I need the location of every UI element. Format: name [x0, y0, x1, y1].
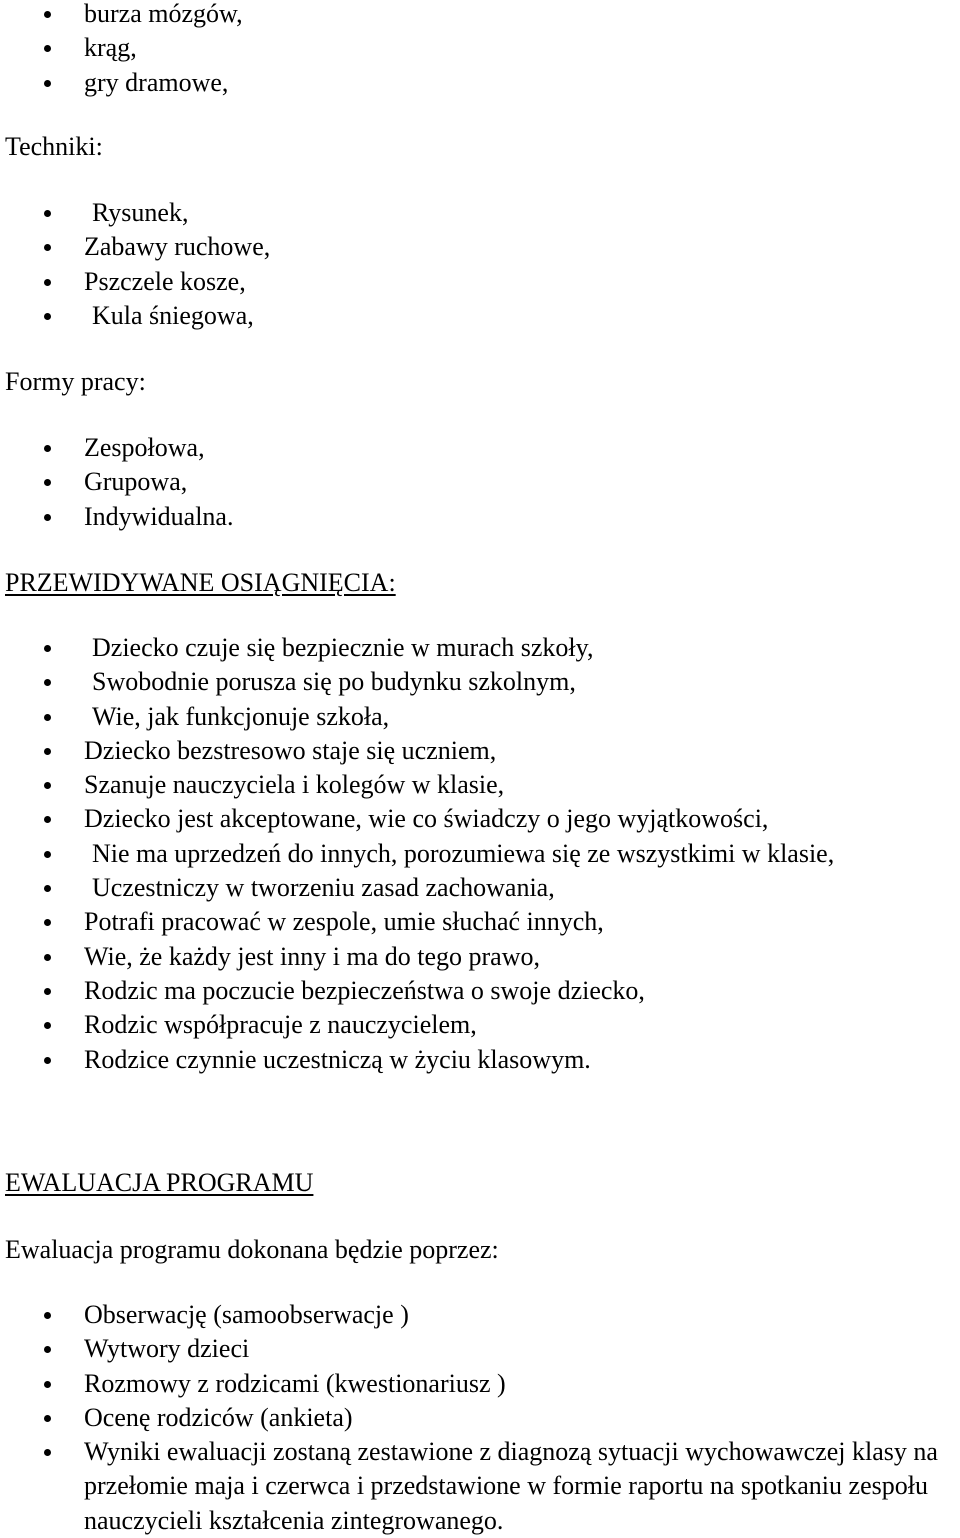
bullet-icon: [44, 885, 51, 892]
bullet-icon: [44, 514, 51, 521]
bullet-icon: [44, 11, 51, 18]
bullet-icon: [44, 210, 51, 217]
evaluation-intro: Ewaluacja programu dokonana będzie poprzez:: [5, 1235, 499, 1264]
bullet-icon: [44, 1415, 51, 1422]
list-item: Grupowa,: [0, 465, 960, 499]
bullet-icon: [44, 1381, 51, 1388]
list-item: Wie, że każdy jest inny i ma do tego prawo,: [0, 940, 960, 974]
list-item: Wie, jak funkcjonuje szkoła,: [0, 700, 960, 734]
bullet-icon: [44, 1022, 51, 1029]
techniques-list: [0, 196, 960, 333]
list-item: Kula śniegowa,: [0, 299, 960, 333]
list-item: krąg,: [0, 31, 960, 65]
bullet-icon: [44, 748, 51, 755]
bullet-icon: [44, 851, 51, 858]
bullet-icon: [44, 954, 51, 961]
bullet-icon: [44, 279, 51, 286]
methods-list: [0, 0, 960, 100]
list-item: Swobodnie porusza się po budynku szkolnym,: [0, 665, 960, 699]
list-item: Rozmowy z rodzicami (kwestionariusz ): [0, 1367, 960, 1401]
bullet-icon: [44, 1057, 51, 1064]
evaluation-list: [0, 1298, 960, 1538]
bullet-icon: [44, 816, 51, 823]
list-item: Uczestniczy w tworzeniu zasad zachowania,: [0, 871, 960, 905]
list-item: Rodzic ma poczucie bezpieczeństwa o swoje dziecko,: [0, 974, 960, 1008]
bullet-icon: [44, 782, 51, 789]
work-forms-label: Formy pracy:: [5, 367, 146, 396]
bullet-icon: [44, 244, 51, 251]
bullet-icon: [44, 714, 51, 721]
evaluation-heading: EWALUACJA PROGRAMU: [5, 1168, 314, 1197]
list-item: Dziecko bezstresowo staje się uczniem,: [0, 734, 960, 768]
list-item: Dziecko jest akceptowane, wie co świadczy o jego wyjątkowości,: [0, 802, 960, 836]
list-item: Obserwację (samoobserwacje ): [0, 1298, 960, 1332]
techniques-label: Techniki:: [5, 132, 103, 161]
bullet-icon: [44, 45, 51, 52]
list-item: Zespołowa,: [0, 431, 960, 465]
bullet-icon: [44, 988, 51, 995]
bullet-icon: [44, 80, 51, 87]
list-item: Potrafi pracować w zespole, umie słuchać innych,: [0, 905, 960, 939]
list-item: Indywidualna.: [0, 500, 960, 534]
list-item: Szanuje nauczyciela i kolegów w klasie,: [0, 768, 960, 802]
list-item: Rodzic współpracuje z nauczycielem,: [0, 1008, 960, 1042]
achievements-heading: PRZEWIDYWANE OSIĄGNIĘCIA:: [5, 568, 396, 597]
list-item: Zabawy ruchowe,: [0, 230, 960, 264]
bullet-icon: [44, 445, 51, 452]
list-item: Pszczele kosze,: [0, 265, 960, 299]
bullet-icon: [44, 645, 51, 652]
list-item: burza mózgów,: [0, 0, 960, 31]
list-item: Dziecko czuje się bezpiecznie w murach szkoły,: [0, 631, 960, 665]
list-item: Ocenę rodziców (ankieta): [0, 1401, 960, 1435]
bullet-icon: [44, 313, 51, 320]
bullet-icon: [44, 679, 51, 686]
list-item: gry dramowe,: [0, 66, 960, 100]
list-item: Rodzice czynnie uczestniczą w życiu klasowym.: [0, 1043, 960, 1077]
list-item: Nie ma uprzedzeń do innych, porozumiewa się ze wszystkimi w klasie,: [0, 837, 960, 871]
list-item: Wyniki ewaluacji zostaną zestawione z diagnozą sytuacji wychowawczej klasy na przełomie maja i czerwca i przedstawione w formie raportu na spotkaniu zespołu nauczycieli kształcenia zintegrowanego.: [0, 1435, 960, 1538]
list-item: Wytwory dzieci: [0, 1332, 960, 1366]
bullet-icon: [44, 1449, 51, 1456]
bullet-icon: [44, 1346, 51, 1353]
bullet-icon: [44, 479, 51, 486]
list-item: Rysunek,: [0, 196, 960, 230]
achievements-list: [0, 631, 960, 1077]
work-forms-list: [0, 431, 960, 534]
bullet-icon: [44, 919, 51, 926]
bullet-icon: [44, 1312, 51, 1319]
